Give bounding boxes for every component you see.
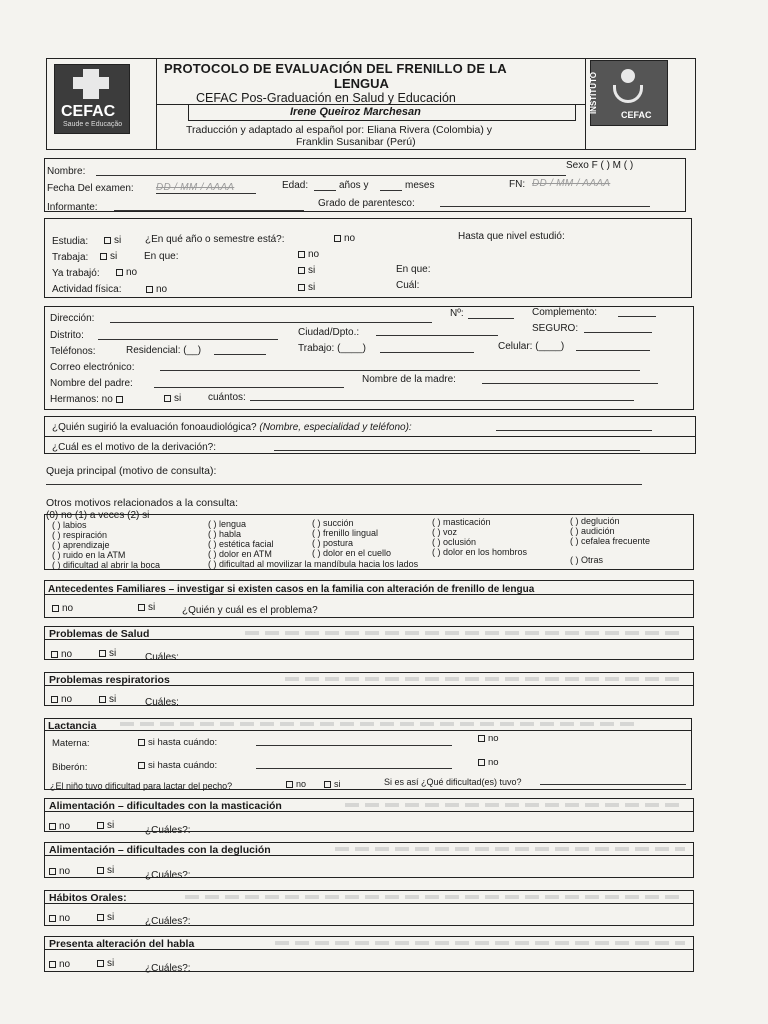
edad-months-field[interactable] bbox=[380, 190, 402, 191]
checkbox-icon bbox=[97, 960, 104, 967]
actividad-no-option[interactable] bbox=[146, 284, 167, 296]
otros-item[interactable]: ( ) labios bbox=[52, 520, 87, 530]
deglucion-no-option[interactable] bbox=[49, 866, 70, 878]
nombre-label: Nombre: bbox=[47, 166, 86, 177]
otros-item[interactable]: ( ) succión bbox=[312, 518, 354, 528]
option-label: no bbox=[59, 913, 71, 924]
antecedentes-si-option[interactable] bbox=[138, 602, 155, 614]
header-translation-line1: Traducción y adaptado al español por: Eliana Rivera (Colombia) y bbox=[186, 124, 493, 136]
otros-item[interactable]: ( ) dificultad al abrir la boca bbox=[52, 560, 161, 570]
otros-item[interactable]: ( ) aprendizaje bbox=[52, 540, 110, 550]
cual-label: Cuál: bbox=[396, 280, 420, 291]
checkbox-icon bbox=[138, 762, 145, 769]
lactancia-title: Lactancia bbox=[48, 720, 97, 732]
checkbox-icon bbox=[49, 823, 56, 830]
option-label: si bbox=[110, 251, 118, 262]
trabajo-phone-label: Trabajo: (____) bbox=[298, 343, 366, 354]
dificultad-label: ¿El niño tuvo dificultad para lactar del pecho? bbox=[50, 781, 233, 791]
queja-label: Queja principal (motivo de consulta): bbox=[46, 465, 217, 477]
habitos-no-option[interactable] bbox=[49, 913, 70, 925]
seguro-field[interactable] bbox=[584, 332, 652, 333]
study-box bbox=[44, 218, 692, 298]
padre-field[interactable] bbox=[154, 387, 344, 388]
otros-item[interactable]: ( ) estética facial bbox=[208, 539, 274, 549]
madre-label: Nombre de la madre: bbox=[362, 374, 456, 385]
section-title: Alimentación – dificultades con la deglución bbox=[49, 844, 271, 856]
en-que2-label: En que: bbox=[396, 264, 431, 275]
option-label: si bbox=[109, 694, 117, 705]
trabaja-si-option[interactable] bbox=[100, 251, 117, 263]
edad-years-field[interactable] bbox=[314, 190, 336, 191]
otros-item[interactable]: ( ) voz bbox=[432, 527, 458, 537]
checkbox-icon bbox=[51, 696, 58, 703]
ya-trabajo-no-option[interactable] bbox=[116, 267, 137, 279]
hermanos-text: Hermanos: no bbox=[50, 394, 113, 405]
checkbox-icon bbox=[51, 651, 58, 658]
respiratorios-cuales: Cuáles: bbox=[145, 697, 179, 708]
biberon-hasta-field[interactable] bbox=[256, 768, 452, 769]
cross-icon-bar bbox=[73, 77, 109, 89]
option-label: no bbox=[344, 233, 356, 244]
masticacion-si-option[interactable] bbox=[97, 820, 114, 832]
option-label: si bbox=[107, 912, 115, 923]
informante-label: Informante: bbox=[47, 202, 98, 213]
quien-label bbox=[52, 422, 412, 434]
scan-smear bbox=[335, 847, 685, 851]
otros-item[interactable]: ( ) frenillo lingual bbox=[312, 528, 379, 538]
checkbox-icon bbox=[298, 251, 305, 258]
checkbox-icon bbox=[146, 286, 153, 293]
option-label: no bbox=[156, 284, 168, 295]
option-label: si hasta cuándo: bbox=[148, 737, 218, 748]
que-dificultad-label: Si es así ¿Qué dificultad(es) tuvo? bbox=[384, 777, 522, 787]
option-label: no bbox=[59, 821, 71, 832]
checkbox-icon bbox=[99, 696, 106, 703]
section-title: Presenta alteración del habla bbox=[49, 938, 195, 950]
habla-cuales: ¿Cuáles?: bbox=[145, 963, 191, 974]
otros-item[interactable]: ( ) lengua bbox=[208, 519, 247, 529]
biberon-no-option[interactable] bbox=[478, 757, 499, 769]
scan-smear bbox=[120, 722, 640, 726]
checkbox-icon bbox=[298, 284, 305, 291]
option-label: si bbox=[107, 865, 115, 876]
ya-trabajo-label: Ya trabajó: bbox=[52, 268, 100, 279]
otros-col-1 bbox=[52, 520, 160, 570]
checkbox-icon bbox=[478, 759, 485, 766]
actividad-label: Actividad física: bbox=[52, 284, 122, 295]
figure-icon bbox=[621, 69, 635, 83]
header-subtitle: CEFAC Pos-Graduación en Salud y Educación bbox=[196, 91, 456, 105]
option-label: no bbox=[59, 959, 71, 970]
informante-field[interactable] bbox=[114, 210, 304, 211]
header-translation-line2: Franklin Susanibar (Perú) bbox=[296, 136, 416, 148]
otros-item[interactable]: ( ) dolor en los hombros bbox=[432, 547, 528, 557]
scan-smear bbox=[345, 803, 685, 807]
option-label: no bbox=[61, 649, 73, 660]
otros-item[interactable]: ( ) postura bbox=[312, 538, 354, 548]
checkbox-icon bbox=[138, 604, 145, 611]
trabajo-phone-field[interactable] bbox=[380, 352, 474, 353]
estudia-no-option[interactable] bbox=[334, 233, 355, 245]
option-label: no bbox=[59, 866, 71, 877]
option-label: si hasta cuándo: bbox=[148, 760, 218, 771]
estudia-si-option[interactable] bbox=[104, 235, 121, 247]
ciudad-field[interactable] bbox=[376, 335, 498, 336]
checkbox-icon bbox=[138, 739, 145, 746]
materna-hasta-field[interactable] bbox=[256, 745, 452, 746]
quien-note: (Nombre, especialidad y teléfono): bbox=[259, 422, 412, 433]
que-dificultad-field[interactable] bbox=[540, 784, 686, 785]
hermanos-si-option[interactable] bbox=[164, 393, 181, 405]
materna-no-option[interactable] bbox=[478, 733, 499, 745]
scan-smear bbox=[245, 631, 685, 635]
section-title: Problemas de Salud bbox=[49, 628, 150, 640]
motivo-derivacion-field[interactable] bbox=[274, 450, 640, 451]
quien-text: ¿Quién sugirió la evaluación fonoaudiológica? bbox=[52, 422, 257, 433]
header-title-line1: PROTOCOLO DE EVALUACIÓN DEL FRENILLO DE LA bbox=[164, 61, 507, 76]
madre-field[interactable] bbox=[482, 383, 658, 384]
otros-col-4 bbox=[432, 517, 527, 557]
ya-trabajo-si-option[interactable] bbox=[298, 265, 315, 277]
option-label: si bbox=[308, 282, 316, 293]
option-label: no bbox=[62, 603, 74, 614]
biberon-label: Biberón: bbox=[52, 762, 88, 773]
direccion-field[interactable] bbox=[110, 322, 432, 323]
section-title: Hábitos Orales: bbox=[49, 892, 127, 904]
queja-field[interactable] bbox=[46, 484, 642, 485]
option-label: si bbox=[114, 235, 122, 246]
hasta-label: Hasta que nivel estudió: bbox=[458, 231, 565, 242]
nombre-field[interactable] bbox=[96, 175, 566, 176]
telefonos-label: Teléfonos: bbox=[50, 346, 96, 357]
scan-smear bbox=[185, 895, 685, 899]
habitos-si-option[interactable] bbox=[97, 912, 114, 924]
cefac-logo-right bbox=[590, 60, 668, 126]
logo-left-sub: Saude e Educação bbox=[63, 121, 123, 128]
antecedentes-title: Antecedentes Familiares – investigar si existen casos en la familia con alteración de frenillo de lengua bbox=[48, 584, 535, 595]
correo-field[interactable] bbox=[160, 370, 640, 371]
checkbox-icon bbox=[49, 868, 56, 875]
correo-label: Correo electrónico: bbox=[50, 362, 135, 373]
cuantos-field[interactable] bbox=[250, 400, 634, 401]
materna-label: Materna: bbox=[52, 738, 90, 749]
fecha-field[interactable]: DD / MM / AAAA bbox=[156, 182, 235, 193]
checkbox-icon bbox=[164, 395, 171, 402]
en-que-label: En que: bbox=[144, 251, 179, 262]
seguro-label: SEGURO: bbox=[532, 323, 579, 334]
numero-field[interactable] bbox=[468, 318, 514, 319]
otros-item[interactable]: ( ) habla bbox=[208, 529, 242, 539]
otros-item[interactable]: ( ) dolor en el cuello bbox=[312, 548, 392, 558]
cefac-logo-left bbox=[54, 64, 130, 134]
habla-no-option[interactable] bbox=[49, 959, 70, 971]
fecha-label: Fecha Del examen: bbox=[47, 183, 134, 194]
salud-section bbox=[44, 626, 694, 663]
checkbox-icon bbox=[97, 914, 104, 921]
option-label: no bbox=[126, 267, 138, 278]
checkbox-icon bbox=[116, 396, 123, 403]
grado-field[interactable] bbox=[440, 206, 650, 207]
complemento-label: Complemento: bbox=[532, 307, 598, 318]
option-label: si bbox=[148, 602, 156, 613]
habla-section bbox=[44, 936, 694, 972]
option-label: si bbox=[174, 393, 182, 404]
residencial-field[interactable] bbox=[214, 354, 266, 355]
checkbox-icon bbox=[324, 781, 331, 788]
cuantos-label: cuántos: bbox=[208, 392, 246, 403]
checkbox-icon bbox=[49, 961, 56, 968]
otros-col-3 bbox=[312, 518, 391, 558]
hermanos-label[interactable] bbox=[50, 394, 126, 406]
checkbox-icon bbox=[49, 915, 56, 922]
quien-field[interactable] bbox=[496, 430, 652, 431]
otros-item[interactable]: ( ) respiración bbox=[52, 530, 108, 540]
otros-item[interactable]: ( ) dolor en ATM bbox=[208, 549, 272, 559]
option-label: si bbox=[109, 648, 117, 659]
residencial-label: Residencial: (__) bbox=[126, 345, 202, 356]
logo-right-vertical: INSTITUTO bbox=[589, 71, 599, 115]
otros-item[interactable]: ( ) ruido en la ATM bbox=[52, 550, 126, 560]
checkbox-icon bbox=[100, 253, 107, 260]
header-title-line2: LENGUA bbox=[334, 76, 389, 91]
salud-no-option[interactable] bbox=[51, 649, 72, 661]
dificultad-si-option[interactable] bbox=[324, 778, 341, 790]
distrito-field[interactable] bbox=[98, 339, 278, 340]
figure-icon-body bbox=[613, 85, 643, 103]
ciudad-label: Ciudad/Dpto.: bbox=[298, 327, 360, 338]
otros-item[interactable]: ( ) audición bbox=[570, 526, 615, 536]
otros-col-5 bbox=[570, 516, 650, 565]
celular-field[interactable] bbox=[576, 350, 650, 351]
header-divider-right bbox=[585, 58, 586, 150]
anos-label: años y bbox=[339, 180, 369, 191]
otros-scale: (0) no (1) a veces (2) si bbox=[46, 510, 150, 521]
otros-item[interactable]: ( ) cefalea frecuente bbox=[570, 536, 651, 546]
deglucion-section bbox=[44, 842, 694, 881]
edad-label: Edad: bbox=[282, 180, 309, 191]
padre-label: Nombre del padre: bbox=[50, 378, 133, 389]
antecedentes-question: ¿Quién y cuál es el problema? bbox=[182, 605, 318, 616]
motivo-derivacion-label: ¿Cuál es el motivo de la derivación?: bbox=[52, 442, 216, 453]
trabaja-label: Trabaja: bbox=[52, 252, 89, 263]
option-label: no bbox=[296, 779, 307, 789]
checkbox-icon bbox=[99, 650, 106, 657]
habitos-section bbox=[44, 890, 694, 926]
salud-cuales: Cuáles: bbox=[145, 652, 179, 663]
masticacion-section bbox=[44, 798, 694, 836]
option-label: si bbox=[107, 958, 115, 969]
referral-divider bbox=[44, 436, 696, 437]
habitos-cuales: ¿Cuáles?: bbox=[145, 916, 191, 927]
otros-item[interactable]: ( ) masticación bbox=[432, 517, 491, 527]
otros-item[interactable]: ( ) deglución bbox=[570, 516, 620, 526]
checkbox-icon bbox=[52, 605, 59, 612]
celular-label: Celular: (____) bbox=[498, 341, 565, 352]
grado-label: Grado de parentesco: bbox=[318, 198, 415, 209]
lactancia-divider bbox=[44, 730, 692, 731]
deglucion-si-option[interactable] bbox=[97, 865, 114, 877]
deglucion-cuales: ¿Cuáles?: bbox=[145, 870, 191, 881]
dificultad-no-option[interactable] bbox=[286, 778, 306, 790]
section-divider bbox=[45, 903, 693, 904]
materna-si-option[interactable] bbox=[138, 737, 217, 749]
header-author: Irene Queiroz Marchesan bbox=[290, 106, 421, 118]
option-label: si bbox=[334, 779, 341, 789]
option-label: no bbox=[308, 249, 320, 260]
option-label: si bbox=[107, 820, 115, 831]
habla-si-option[interactable] bbox=[97, 958, 114, 970]
fecha-line bbox=[156, 193, 256, 194]
sexo-label[interactable]: Sexo F ( ) M ( ) bbox=[566, 160, 634, 171]
option-label: no bbox=[61, 694, 73, 705]
option-label: no bbox=[488, 757, 499, 768]
respiratorios-no-option[interactable] bbox=[51, 694, 72, 706]
otros-item[interactable]: ( ) dificultad al movilizar la mandíbula hacia los lados bbox=[208, 559, 419, 569]
trabaja-no-option[interactable] bbox=[298, 249, 319, 261]
masticacion-no-option[interactable] bbox=[49, 821, 70, 833]
estudia-label: Estudia: bbox=[52, 236, 89, 247]
distrito-label: Distrito: bbox=[50, 330, 84, 341]
scan-smear bbox=[285, 677, 685, 681]
checkbox-icon bbox=[97, 867, 104, 874]
otros-item[interactable]: ( ) oclusión bbox=[432, 537, 477, 547]
biberon-si-option[interactable] bbox=[138, 760, 217, 772]
checkbox-icon bbox=[298, 267, 305, 274]
section-title: Alimentación – dificultades con la masticación bbox=[49, 800, 282, 812]
checkbox-icon bbox=[286, 781, 293, 788]
scan-smear bbox=[275, 941, 685, 945]
option-label: no bbox=[488, 733, 499, 744]
checkbox-icon bbox=[478, 735, 485, 742]
checkbox-icon bbox=[97, 822, 104, 829]
respiratorios-si-option[interactable] bbox=[99, 694, 116, 706]
actividad-si-option[interactable] bbox=[298, 282, 315, 294]
section-title: Problemas respiratorios bbox=[49, 674, 170, 686]
complemento-field[interactable] bbox=[618, 316, 656, 317]
que-ano-label: ¿En qué año o semestre está?: bbox=[145, 234, 285, 245]
checkbox-icon bbox=[116, 269, 123, 276]
antecedentes-no-option[interactable] bbox=[52, 603, 73, 615]
checkbox-icon bbox=[104, 237, 111, 244]
checkbox-icon bbox=[334, 235, 341, 242]
direccion-label: Dirección: bbox=[50, 313, 95, 324]
fn-field[interactable]: DD / MM / AAAA bbox=[532, 178, 611, 189]
otros-title: Otros motivos relacionados a la consulta: bbox=[46, 497, 239, 509]
salud-si-option[interactable] bbox=[99, 648, 116, 660]
meses-label: meses bbox=[405, 180, 435, 191]
respiratorios-section bbox=[44, 672, 694, 706]
logo-left-text: CEFAC bbox=[61, 103, 116, 120]
option-label: si bbox=[308, 265, 316, 276]
numero-label: Nº: bbox=[450, 308, 464, 319]
fn-label: FN: bbox=[509, 179, 526, 190]
logo-right-text: CEFAC bbox=[621, 110, 652, 120]
masticacion-cuales: ¿Cuáles?: bbox=[145, 825, 191, 836]
otros-item[interactable]: ( ) Otras bbox=[570, 555, 603, 565]
